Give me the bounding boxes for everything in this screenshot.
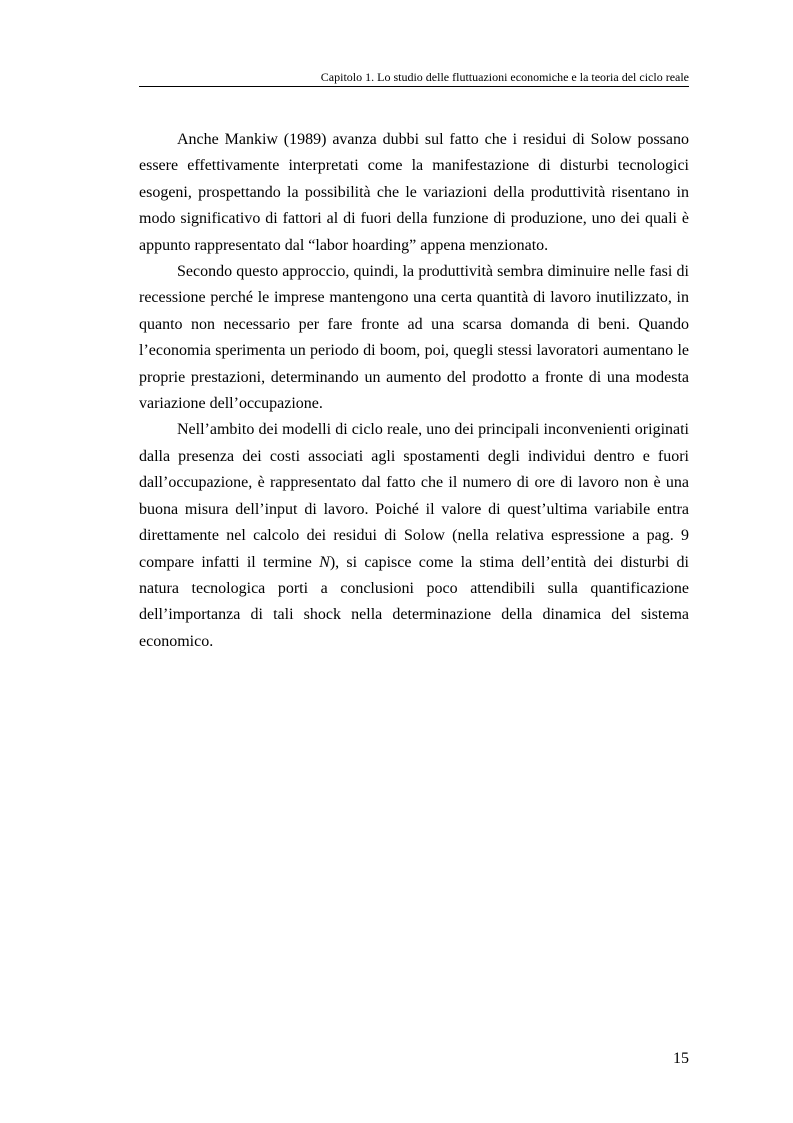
paragraph [139,417,689,655]
page-number: 15 [673,1050,689,1067]
variable-symbol: N [319,553,330,571]
body-text [139,127,689,655]
paragraph: Secondo questo approccio, quindi, la produttività sembra diminuire nelle fasi di recessione perché le imprese mantengono una certa quantità di lavoro inutilizzato, in quanto non necessario per fare fronte ad una scarsa domanda di beni. Quando l’economia sperimenta un periodo di boom, poi, quegli stessi lavoratori aumentano le proprie prestazioni, determinando un aumento del prodotto a fronte di una modesta variazione dell’occupazione. [139,263,689,413]
paragraph-text: Nell’ambito dei modelli di ciclo reale, uno dei principali inconvenienti originati dalla presenza dei costi associati agli spostamenti degli individui dentro e fuori dall’occupazione, è rappresentato dal fatto che il numero di ore di lavoro non è una buona misura dell’input di lavoro. Poiché il valore di quest’ultima variabile entra direttamente nel calcolo dei residui di Solow (nella relativa espressione a pag. 9 compare infatti il termine [139,421,689,571]
paragraph: Anche Mankiw (1989) avanza dubbi sul fatto che i residui di Solow possano essere effettivamente interpretati come la manifestazione di disturbi tecnologici esogeni, prospettando la possibilità che le variazioni della produttività risentano in modo significativo di fattori al di fuori della funzione di produzione, uno dei quali è appunto rappresentato dal “labor hoarding” appena menzionato. [139,131,689,254]
running-header: Capitolo 1. Lo studio delle fluttuazioni economiche e la teoria del ciclo reale [320,70,689,84]
paragraph-text: ), si capisce come la stima dell’entità dei disturbi di natura tecnologica porti a conclusioni poco attendibili sulla quantificazione dell’importanza di tali shock nella determinazione della dinamica del sistema economico. [139,553,689,650]
header-rule [139,86,689,87]
